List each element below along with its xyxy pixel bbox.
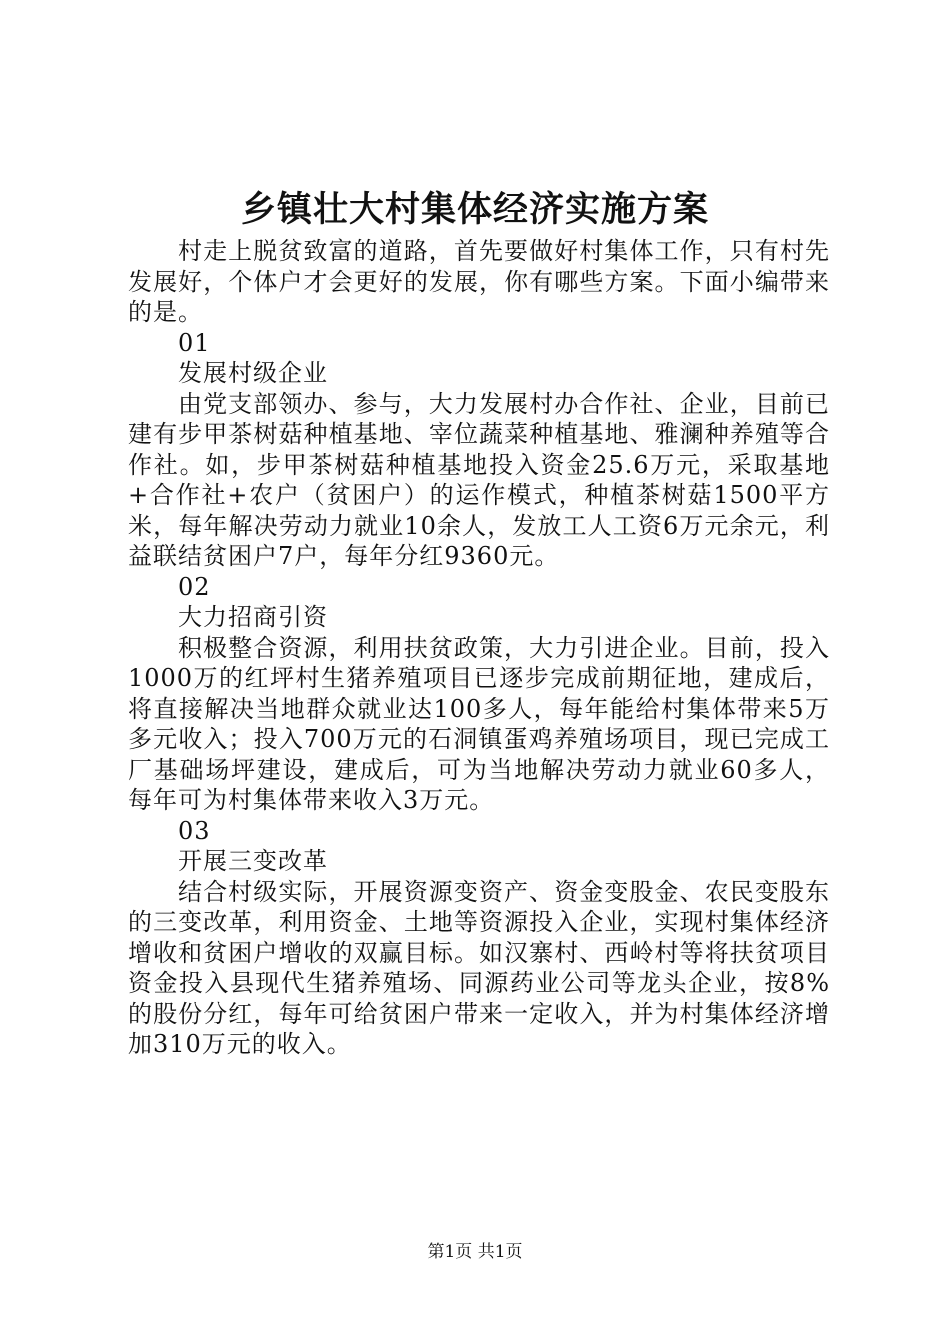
document-body bbox=[128, 236, 830, 1060]
page-footer: 第1页 共1页 bbox=[427, 1242, 523, 1262]
section-paragraph: 结合村级实际，开展资源变资产、资金变股金、农民变股东的三变改革，利用资金、土地等资源投入企业，实现村集体经济增收和贫困户增收的双赢目标。如汉寨村、西岭村等将扶贫项目资金投入县现代生猪养殖场、同源药业公司等龙头企业，按8%的股份分红，每年可给贫困户带来一定收入，并为村集体经济增加310万元的收入。 bbox=[128, 877, 830, 1058]
section-number: 03 bbox=[178, 816, 211, 845]
intro-paragraph: 村走上脱贫致富的道路，首先要做好村集体工作，只有村先发展好，个体户才会更好的发展，你有哪些方案。下面小编带来的是。 bbox=[128, 237, 830, 326]
section-paragraph: 由党支部领办、参与，大力发展村办合作社、企业，目前已建有步甲茶树菇种植基地、宰位蔬菜种植基地、雅澜种养殖等合作社。如，步甲茶树菇种植基地投入资金25.6万元，采取基地+合作社+农户（贫困户）的运作模式，种植茶树菇1500平方米，每年解决劳动力就业10余人，发放工人工资6万元余元，利益联结贫困户7户，每年分红9360元。 bbox=[128, 389, 830, 570]
section-heading: 大力招商引资 bbox=[178, 603, 328, 631]
section-paragraph: 积极整合资源，利用扶贫政策，大力引进企业。目前，投入1000万的红坪村生猪养殖项目已逐步完成前期征地，建成后，将直接解决当地群众就业达100多人，每年能给村集体带来5万多元收入；投入700万元的石洞镇蛋鸡养殖场项目，现已完成工厂基础场坪建设，建成后，可为当地解决劳动力就业60多人，每年可为村集体带来收入3万元。 bbox=[128, 633, 830, 814]
page-title: 乡镇壮大村集体经济实施方案 bbox=[240, 189, 709, 230]
section-heading: 开展三变改革 bbox=[178, 847, 328, 875]
section-heading: 发展村级企业 bbox=[178, 359, 328, 387]
section-number: 01 bbox=[178, 328, 211, 357]
section-number: 02 bbox=[178, 572, 211, 601]
